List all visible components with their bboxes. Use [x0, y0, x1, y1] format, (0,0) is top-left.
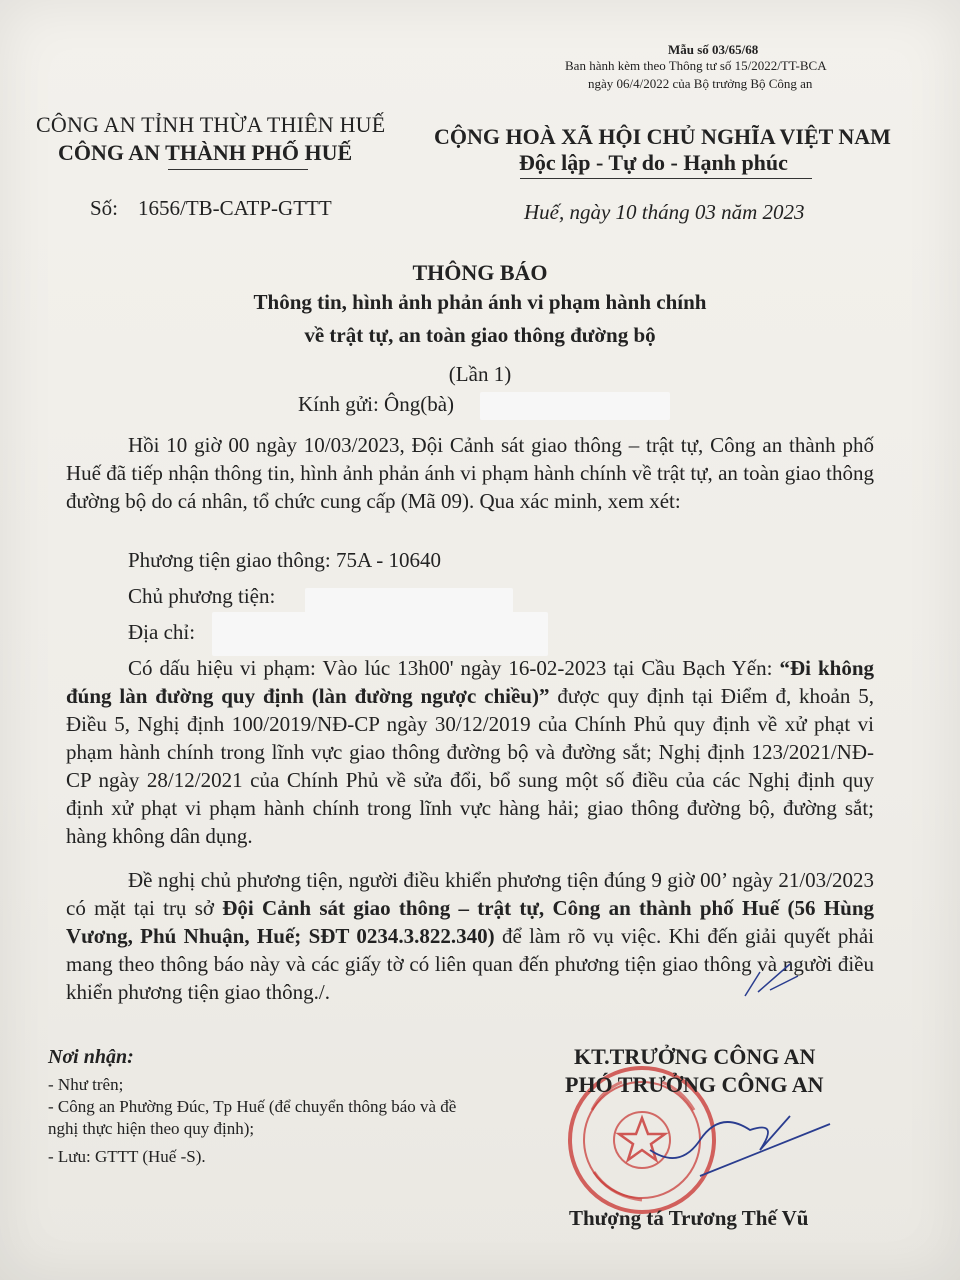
- recipient-item: - Công an Phường Đúc, Tp Huế (để chuyển thông báo và đề nghị thực hiện theo quy định);: [48, 1097, 457, 1138]
- form-issued-line1: Ban hành kèm theo Thông tư số 15/2022/TT-BCA: [565, 58, 827, 73]
- vehicle-line: [128, 548, 441, 573]
- intro-paragraph: Hồi 10 giờ 00 ngày 10/03/2023, Đội Cảnh sát giao thông – trật tự, Công an thành phố Huế đã tiếp nhận thông tin, hình ảnh phản ánh vi phạm hành chính về trật tự, an toàn giao thông đường bộ do cá nhân, tổ chức cung cấp (Mã 09). Qua xác minh, xem xét:: [66, 433, 874, 513]
- redacted-name: [480, 392, 670, 420]
- agency-underline: [168, 169, 308, 170]
- vehicle-label: Phương tiện giao thông:: [128, 548, 331, 572]
- violation-description: “Đi không đúng làn đường quy định (làn đường ngược chiều)”: [66, 656, 874, 708]
- address-line: [128, 620, 195, 645]
- document-number-label: Số:: [90, 196, 119, 220]
- document-number: [90, 196, 332, 221]
- violation-prefix: Có dấu hiệu vi phạm: Vào lúc 13h00' ngày 16-02-2023 tại Cầu Bạch Yến:: [128, 656, 780, 680]
- agency-name: CÔNG AN THÀNH PHỐ HUẾ: [58, 140, 353, 165]
- vehicle-plate: 75A - 10640: [335, 548, 441, 572]
- recipients-title: Nơi nhận:: [48, 1046, 134, 1068]
- request-suffix: để làm rõ vụ việc. Khi đến giải quyết phải mang theo thông báo này và các giấy tờ có liên quan đến phương tiện giao thông và người điều khiển phương tiện giao thông./.: [66, 924, 874, 1004]
- agency-parent: CÔNG AN TỈNH THỪA THIÊN HUẾ: [36, 112, 386, 137]
- motto-underline: [520, 178, 812, 179]
- national-motto: Độc lập - Tự do - Hạnh phúc: [519, 150, 788, 175]
- greeting: Kính gửi: Ông(bà): [298, 392, 455, 416]
- end-mark-scribble: [740, 962, 800, 1002]
- place-date: Huế, ngày 10 tháng 03 năm 2023: [524, 200, 805, 224]
- violation-legal-basis: được quy định tại Điểm đ, khoản 5, Điều 5, Nghị định 100/2019/NĐ-CP ngày 30/12/2019 của Chính Phủ quy định về xử phạt vi phạm hành chính trong lĩnh vực giao thông đường bộ và đường sắt; Nghị định 123/2021/NĐ-CP ngày 28/12/2021 của Chính Phủ về sửa đổi, bổ sung một số điều của các Nghị định quy định xử phạt vi phạm hành chính trong lĩnh vực hàng hải; giao thông đường bộ, đường sắt; hàng không dân dụng.: [66, 684, 874, 848]
- form-issued-line2: ngày 06/4/2022 của Bộ trưởng Bộ Công an: [588, 76, 813, 91]
- redacted-address: [212, 612, 548, 656]
- document-title: THÔNG BÁO: [412, 260, 548, 285]
- recipient-item: - Lưu: GTTT (Huế -S).: [48, 1147, 206, 1166]
- signature-title-line1: KT.TRƯỞNG CÔNG AN: [574, 1044, 816, 1069]
- violation-paragraph: [66, 654, 874, 850]
- document-subtitle-line1: Thông tin, hình ảnh phản ánh vi phạm hành chính: [253, 290, 707, 314]
- document-number-value: 1656/TB-CATP-GTTT: [138, 196, 332, 220]
- handwritten-signature: [640, 1110, 840, 1190]
- request-location: Đội Cảnh sát giao thông – trật tự, Công an thành phố Huế (56 Hùng Vương, Phú Nhuận, Huế; SĐT 0234.3.822.340): [66, 896, 875, 948]
- document-subtitle-line2: về trật tự, an toàn giao thông đường bộ: [304, 323, 656, 347]
- signature-title-line2: PHÓ TRƯỞNG CÔNG AN: [565, 1072, 824, 1097]
- recipient-item: - Như trên;: [48, 1075, 124, 1094]
- request-prefix: Đề nghị chủ phương tiện, người điều khiển phương tiện đúng 9 giờ 00’ ngày 21/03/2023 có mặt tại trụ sở: [66, 868, 874, 920]
- nation-title: CỘNG HOÀ XÃ HỘI CHỦ NGHĨA VIỆT NAM: [434, 124, 891, 149]
- owner-label: Chủ phương tiện:: [128, 584, 276, 608]
- owner-line: [128, 584, 275, 609]
- notice-times: (Lần 1): [448, 362, 512, 386]
- address-label: Địa chỉ:: [128, 620, 196, 644]
- signer-name: Thượng tá Trương Thế Vũ: [569, 1206, 809, 1230]
- form-number: Mẫu số 03/65/68: [668, 42, 759, 57]
